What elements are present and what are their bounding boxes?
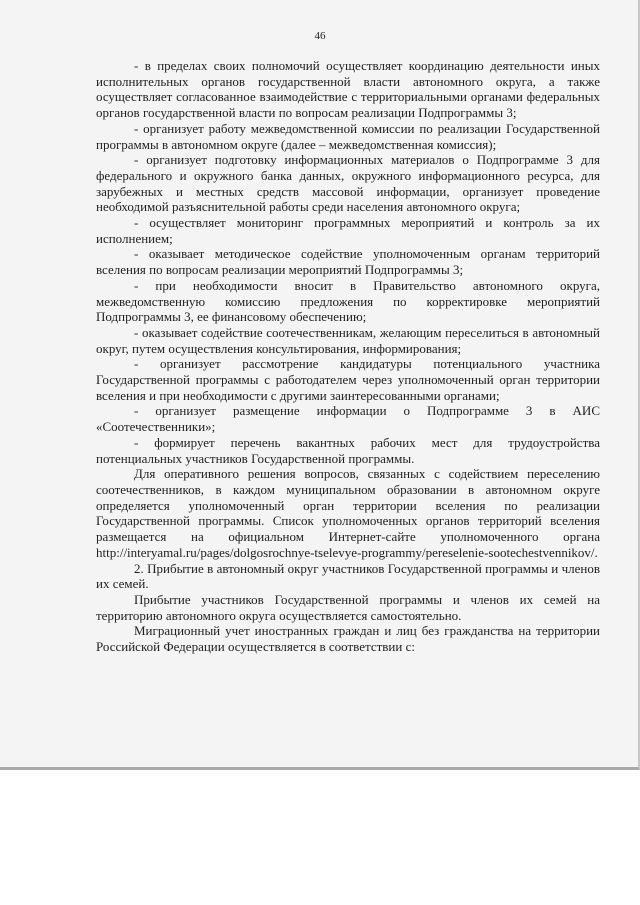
paragraph: - организует работу межведомственной комиссии по реализации Государственной программы в автономном округе (далее – межведомственная комиссия);: [96, 120, 600, 152]
paragraph: - оказывает методическое содействие уполномоченным органам территорий вселения по вопросам реализации мероприятий Подпрограммы 3;: [96, 246, 600, 278]
paragraph: Для оперативного решения вопросов, связанных с содействием переселению соотечественников, в каждом муниципальном образовании в автономном округе определяется уполномоченный орган территории вселения по реализации Государственной программы. Список уполномоченных органов территорий вселения размещается на официальном Интернет-сайте уполномоченного органа http://interyamal.ru/pages/dolgosrochnye-tselevye-programmy/pereselenie-sootechestvennikov/.: [96, 466, 600, 560]
paragraph: - организует размещение информации о Подпрограмме 3 в АИС «Соотечественники»;: [96, 403, 600, 435]
paragraph: - организует подготовку информационных материалов о Подпрограмме 3 для федерального и окружного банка данных, окружного информационного ресурса, для зарубежных и местных средств массовой информации, организует проведение необходимой разъяснительной работы среди населения автономного округа;: [96, 152, 600, 215]
section-heading: 2. Прибытие в автономный округ участников Государственной программы и членов их семей.: [96, 560, 600, 592]
blank-area: [0, 770, 640, 905]
paragraph: - при необходимости вносит в Правительство автономного округа, межведомственную комиссию предложения по корректировке мероприятий Подпрограммы 3, ее финансовому обеспечению;: [96, 277, 600, 325]
paragraph: - организует рассмотрение кандидатуры потенциального участника Государственной программы с работодателем через уполномоченный орган территории вселения и при необходимости с другими заинтересованными органами;: [96, 356, 600, 403]
paragraph: - осуществляет мониторинг программных мероприятий и контроль за их исполнением;: [96, 215, 600, 246]
body-text: [96, 58, 600, 655]
page-number: 46: [314, 30, 326, 42]
paragraph: - формирует перечень вакантных рабочих мест для трудоустройства потенциальных участников Государственной программы.: [96, 434, 600, 466]
paragraph: - в пределах своих полномочий осуществляет координацию деятельности иных исполнительных органов государственной власти автономного округа, а также осуществляет согласованное взаимодействие с территориальными органами федеральных органов государственной власти по вопросам реализации Подпрограммы 3;: [96, 58, 600, 121]
paragraph: - оказывает содействие соотечественникам, желающим переселиться в автономный округ, путем осуществления консультирования, информирования;: [96, 324, 600, 356]
paragraph: Прибытие участников Государственной программы и членов их семей на территорию автономного округа осуществляется самостоятельно.: [96, 591, 600, 623]
paragraph: Миграционный учет иностранных граждан и лиц без гражданства на территории Российской Федерации осуществляется в соответствии с:: [96, 623, 600, 655]
